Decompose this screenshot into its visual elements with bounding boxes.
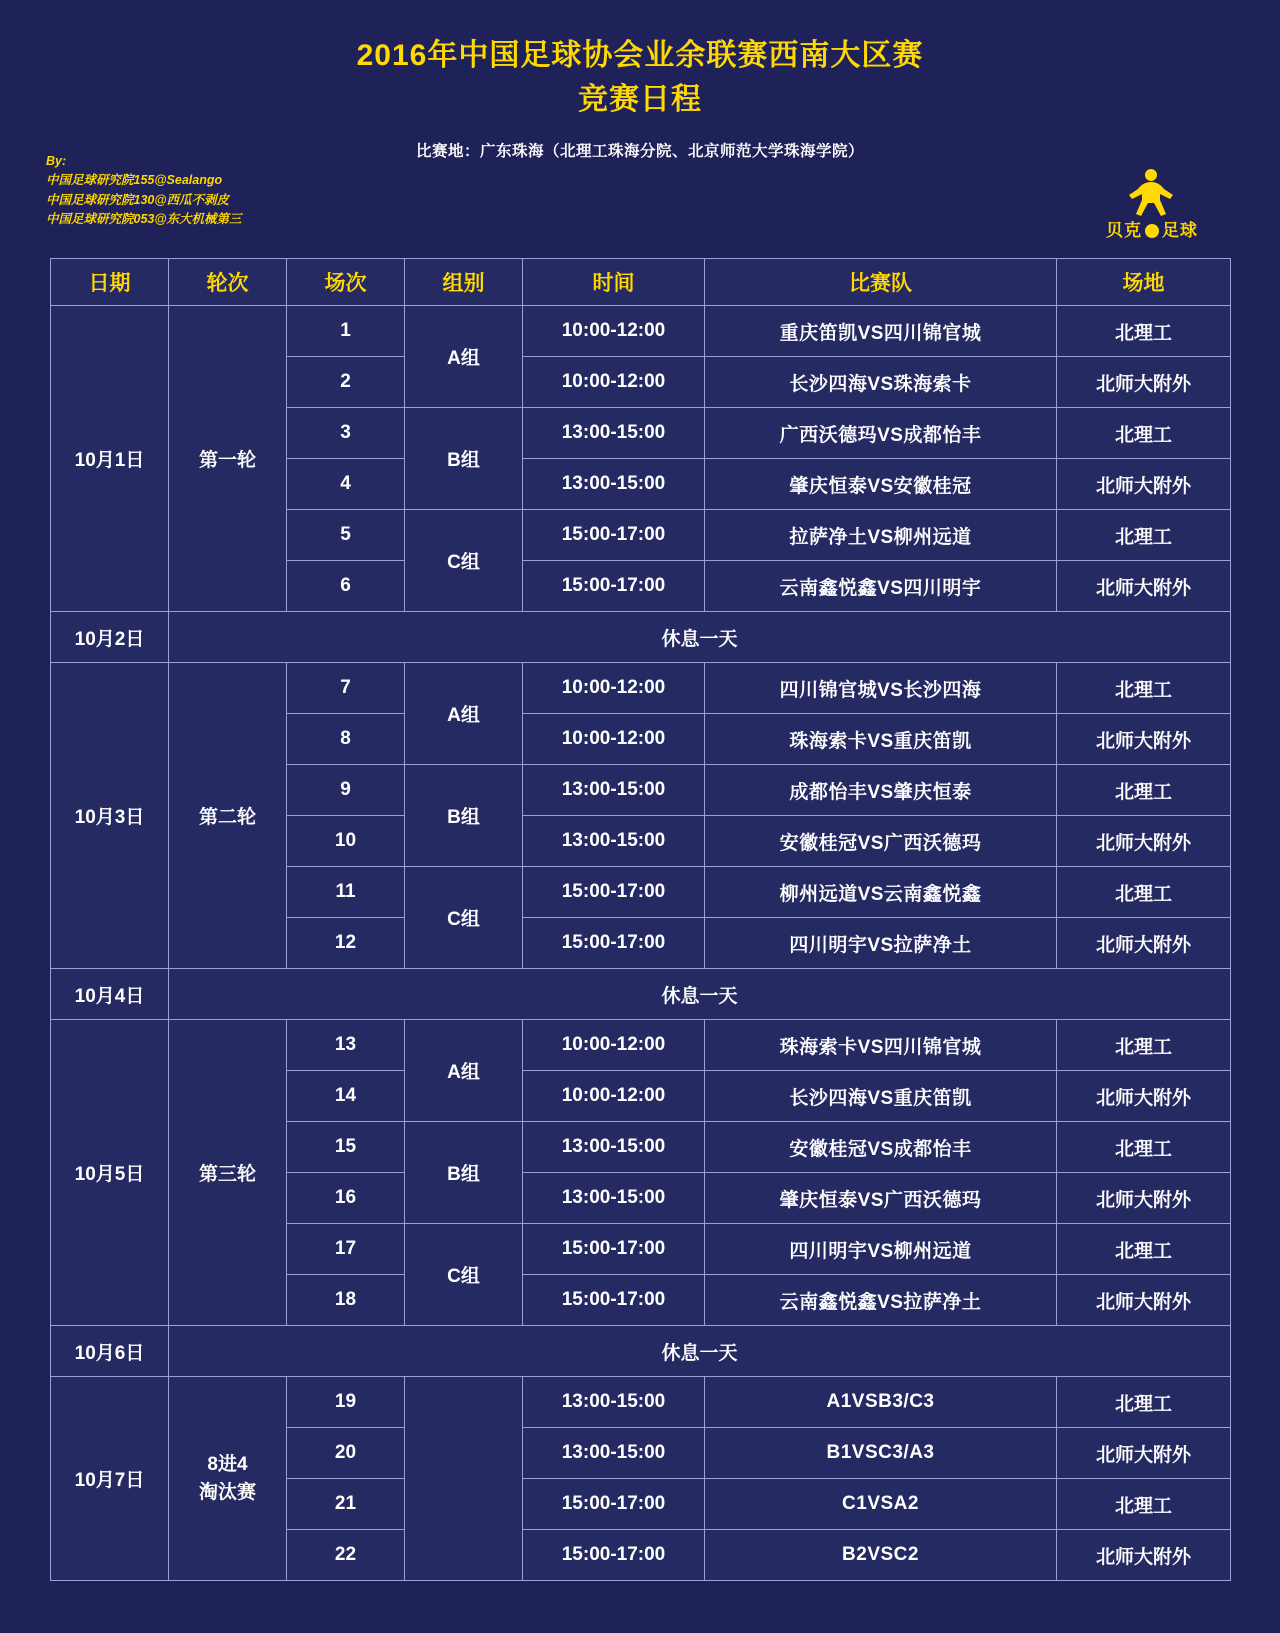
match-time: 15:00-17:00 [523, 1530, 705, 1581]
column-header-date: 日期 [51, 259, 169, 306]
poster-subtitle: 比赛地：广东珠海（北理工珠海分院、北京师范大学珠海学院） [415, 143, 864, 160]
match-venue: 北理工 [1057, 1224, 1231, 1275]
poster-title-line-2: 竞赛日程 [578, 82, 702, 116]
match-teams: 安徽桂冠VS广西沃德玛 [705, 816, 1057, 867]
round-label-line-2: 淘汰赛 [198, 1481, 256, 1503]
match-number: 11 [287, 867, 405, 918]
match-teams: 成都怡丰VS肇庆恒泰 [705, 765, 1057, 816]
football-player-icon [1124, 168, 1178, 218]
group-cell [405, 1377, 523, 1581]
credit-line-1: 中国足球研究院155@Sealango [46, 173, 223, 188]
round-cell: 第一轮 [169, 306, 287, 612]
match-venue: 北师大附外 [1057, 714, 1231, 765]
match-number: 3 [287, 408, 405, 459]
date-cell: 10月3日 [51, 663, 169, 969]
match-time: 10:00-12:00 [523, 663, 705, 714]
match-time: 13:00-15:00 [523, 816, 705, 867]
match-venue: 北理工 [1057, 408, 1231, 459]
table-row [51, 663, 1231, 714]
match-number: 14 [287, 1071, 405, 1122]
match-number: 13 [287, 1020, 405, 1071]
match-teams: 四川明宇VS拉萨净土 [705, 918, 1057, 969]
round-cell: 第二轮 [169, 663, 287, 969]
table-header-row [51, 259, 1231, 306]
match-number: 15 [287, 1122, 405, 1173]
match-time: 15:00-17:00 [523, 1479, 705, 1530]
date-cell: 10月4日 [51, 969, 169, 1020]
date-cell: 10月2日 [51, 612, 169, 663]
table-row-rest-day [51, 969, 1231, 1020]
match-time: 15:00-17:00 [523, 1275, 705, 1326]
group-cell: A组 [405, 663, 523, 765]
match-number: 12 [287, 918, 405, 969]
column-header-group: 组别 [405, 259, 523, 306]
schedule-table [50, 258, 1231, 1581]
credits-block [46, 152, 242, 230]
match-number: 9 [287, 765, 405, 816]
date-cell: 10月1日 [51, 306, 169, 612]
round-label-line-1: 8进4 [207, 1453, 248, 1475]
match-venue: 北理工 [1057, 1479, 1231, 1530]
match-number: 21 [287, 1479, 405, 1530]
match-teams: B2VSC2 [705, 1530, 1057, 1581]
match-teams: 重庆笛凯VS四川锦官城 [705, 306, 1057, 357]
match-venue: 北师大附外 [1057, 1071, 1231, 1122]
group-cell: B组 [405, 408, 523, 510]
match-time: 10:00-12:00 [523, 1020, 705, 1071]
round-cell: 第三轮 [169, 1020, 287, 1326]
match-teams: 肇庆恒泰VS广西沃德玛 [705, 1173, 1057, 1224]
match-number: 22 [287, 1530, 405, 1581]
table-row-rest-day [51, 1326, 1231, 1377]
credit-line-2: 中国足球研究院130@西瓜不剥皮 [46, 192, 230, 207]
match-teams: 安徽桂冠VS成都怡丰 [705, 1122, 1057, 1173]
match-venue: 北理工 [1057, 1122, 1231, 1173]
date-cell: 10月6日 [51, 1326, 169, 1377]
match-teams: 四川明宇VS柳州远道 [705, 1224, 1057, 1275]
match-teams: 云南鑫悦鑫VS拉萨净土 [705, 1275, 1057, 1326]
match-time: 15:00-17:00 [523, 1224, 705, 1275]
credit-line-3: 中国足球研究院053@东大机械第三 [46, 212, 242, 227]
table-row-rest-day [51, 612, 1231, 663]
match-number: 16 [287, 1173, 405, 1224]
logo-wordmark [1082, 216, 1222, 241]
match-teams: C1VSA2 [705, 1479, 1057, 1530]
match-time: 13:00-15:00 [523, 408, 705, 459]
column-header-teams: 比赛队 [705, 259, 1057, 306]
logo-text-left: 贝克 [1106, 221, 1142, 240]
match-number: 8 [287, 714, 405, 765]
match-venue: 北师大附外 [1057, 357, 1231, 408]
match-venue: 北理工 [1057, 663, 1231, 714]
schedule-table-wrapper [50, 258, 1230, 1581]
match-venue: 北师大附外 [1057, 816, 1231, 867]
match-number: 10 [287, 816, 405, 867]
match-venue: 北师大附外 [1057, 561, 1231, 612]
match-number: 7 [287, 663, 405, 714]
date-cell: 10月5日 [51, 1020, 169, 1326]
match-time: 13:00-15:00 [523, 1428, 705, 1479]
group-cell: B组 [405, 765, 523, 867]
group-cell: C组 [405, 1224, 523, 1326]
match-venue: 北师大附外 [1057, 1428, 1231, 1479]
match-teams: 肇庆恒泰VS安徽桂冠 [705, 459, 1057, 510]
column-header-round: 轮次 [169, 259, 287, 306]
match-number: 17 [287, 1224, 405, 1275]
match-time: 10:00-12:00 [523, 1071, 705, 1122]
match-teams: 云南鑫悦鑫VS四川明宇 [705, 561, 1057, 612]
beike-football-logo [1082, 168, 1222, 238]
logo-text-right: 足球 [1162, 221, 1198, 240]
group-cell: A组 [405, 306, 523, 408]
rest-day-label: 休息一天 [169, 612, 1231, 663]
table-row [51, 1020, 1231, 1071]
group-cell: C组 [405, 510, 523, 612]
rest-day-label: 休息一天 [169, 969, 1231, 1020]
column-header-match-no: 场次 [287, 259, 405, 306]
match-venue: 北理工 [1057, 765, 1231, 816]
match-venue: 北理工 [1057, 1377, 1231, 1428]
match-time: 10:00-12:00 [523, 306, 705, 357]
match-venue: 北理工 [1057, 867, 1231, 918]
match-teams: B1VSC3/A3 [705, 1428, 1057, 1479]
table-row [51, 1377, 1231, 1428]
soccer-ball-icon [1143, 222, 1161, 240]
table-row [51, 306, 1231, 357]
match-teams: 四川锦官城VS长沙四海 [705, 663, 1057, 714]
column-header-time: 时间 [523, 259, 705, 306]
match-venue: 北师大附外 [1057, 918, 1231, 969]
match-time: 15:00-17:00 [523, 867, 705, 918]
match-number: 6 [287, 561, 405, 612]
match-teams: A1VSB3/C3 [705, 1377, 1057, 1428]
match-time: 13:00-15:00 [523, 459, 705, 510]
match-teams: 珠海索卡VS重庆笛凯 [705, 714, 1057, 765]
match-time: 10:00-12:00 [523, 714, 705, 765]
match-number: 20 [287, 1428, 405, 1479]
match-venue: 北师大附外 [1057, 1530, 1231, 1581]
rest-day-label: 休息一天 [169, 1326, 1231, 1377]
group-cell: C组 [405, 867, 523, 969]
column-header-venue: 场地 [1057, 259, 1231, 306]
match-venue: 北理工 [1057, 510, 1231, 561]
poster-header [0, 0, 1280, 161]
match-venue: 北师大附外 [1057, 1275, 1231, 1326]
match-time: 13:00-15:00 [523, 1377, 705, 1428]
poster-title-line-1: 2016年中国足球协会业余联赛西南大区赛 [356, 39, 924, 72]
match-number: 2 [287, 357, 405, 408]
match-time: 10:00-12:00 [523, 357, 705, 408]
group-cell: B组 [405, 1122, 523, 1224]
match-number: 18 [287, 1275, 405, 1326]
match-teams: 长沙四海VS重庆笛凯 [705, 1071, 1057, 1122]
date-cell: 10月7日 [51, 1377, 169, 1581]
round-cell [169, 1377, 287, 1581]
match-number: 19 [287, 1377, 405, 1428]
match-time: 13:00-15:00 [523, 1122, 705, 1173]
match-time: 15:00-17:00 [523, 561, 705, 612]
credits-label: By: [46, 154, 67, 168]
match-teams: 长沙四海VS珠海索卡 [705, 357, 1057, 408]
match-number: 5 [287, 510, 405, 561]
match-teams: 拉萨净土VS柳州远道 [705, 510, 1057, 561]
match-venue: 北理工 [1057, 1020, 1231, 1071]
match-venue: 北师大附外 [1057, 459, 1231, 510]
match-teams: 柳州远道VS云南鑫悦鑫 [705, 867, 1057, 918]
match-teams: 广西沃德玛VS成都怡丰 [705, 408, 1057, 459]
match-venue: 北理工 [1057, 306, 1231, 357]
match-time: 15:00-17:00 [523, 918, 705, 969]
match-time: 15:00-17:00 [523, 510, 705, 561]
match-number: 1 [287, 306, 405, 357]
match-number: 4 [287, 459, 405, 510]
match-venue: 北师大附外 [1057, 1173, 1231, 1224]
match-teams: 珠海索卡VS四川锦官城 [705, 1020, 1057, 1071]
match-time: 13:00-15:00 [523, 765, 705, 816]
match-time: 13:00-15:00 [523, 1173, 705, 1224]
group-cell: A组 [405, 1020, 523, 1122]
